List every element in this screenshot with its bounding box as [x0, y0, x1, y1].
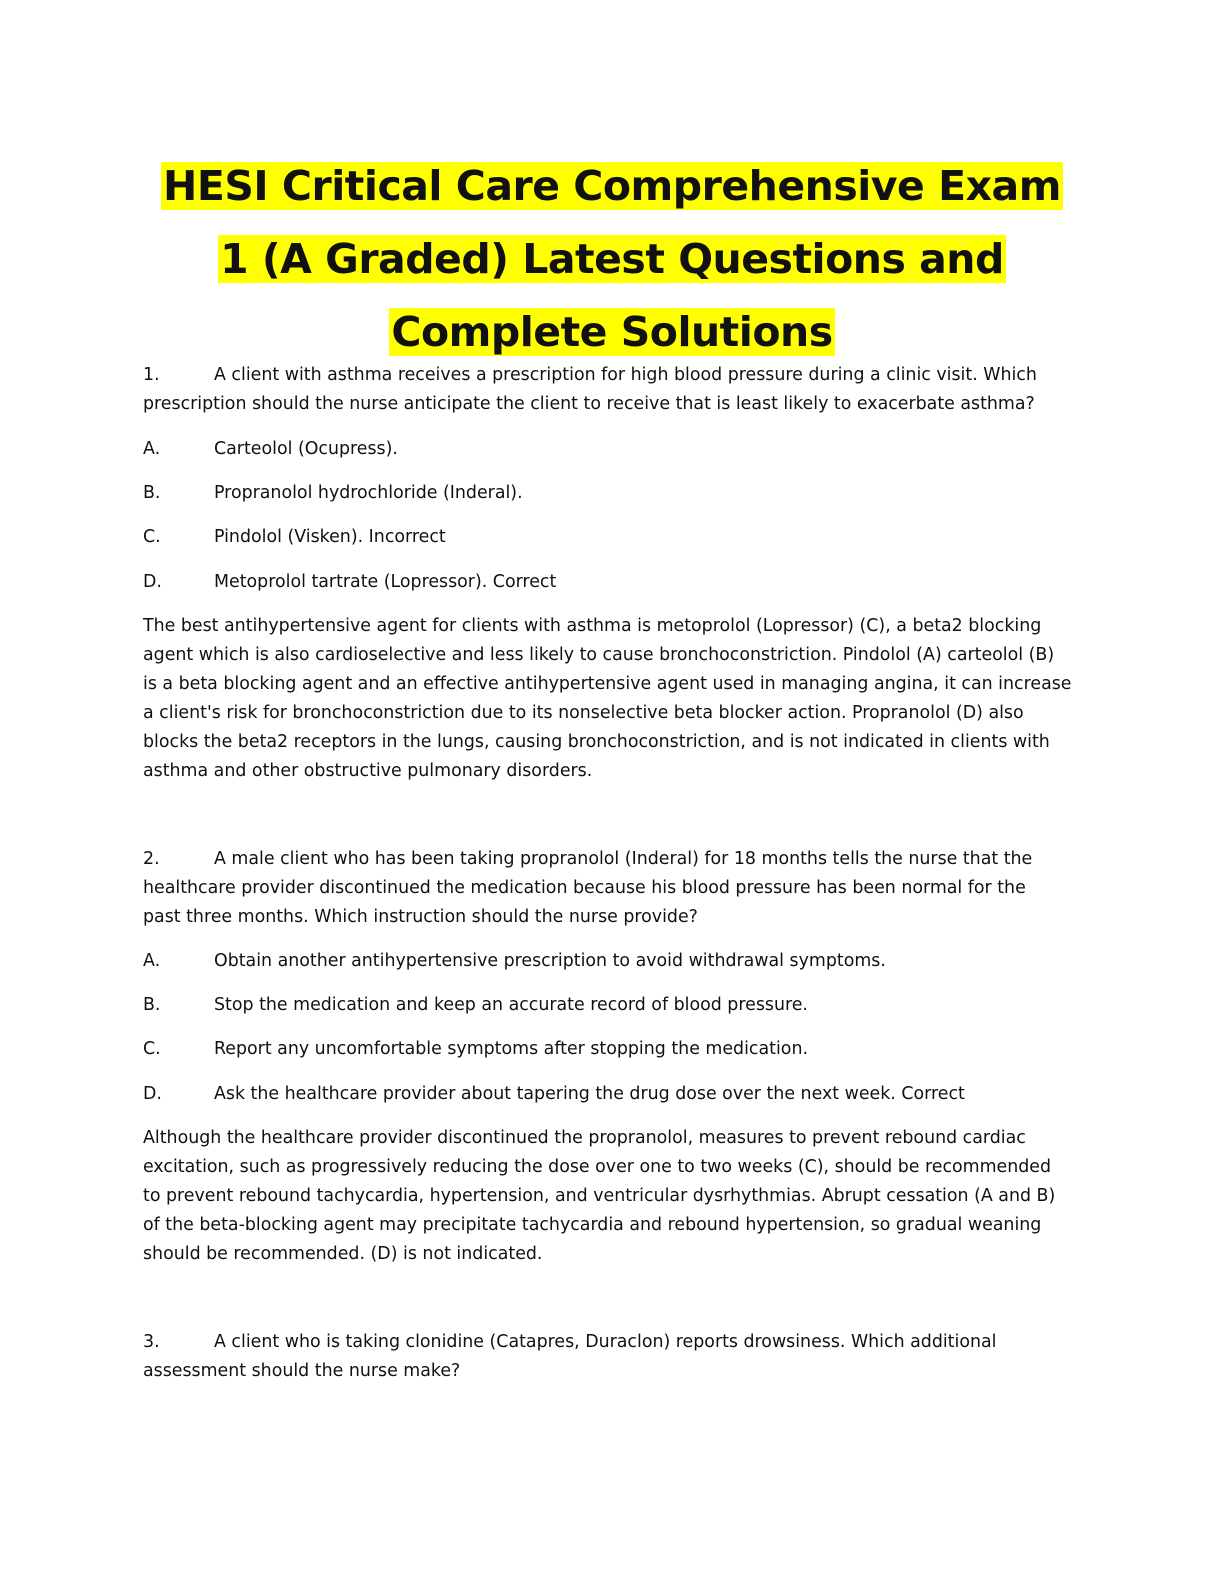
- question-1: [143, 361, 1083, 419]
- title-line-3: Complete Solutions: [391, 308, 833, 356]
- option-letter: C.: [143, 527, 161, 547]
- option-letter: A.: [143, 951, 161, 971]
- question-number: 2.: [143, 849, 160, 869]
- question-1-option-d: [143, 568, 1083, 597]
- question-3: [143, 1328, 1083, 1386]
- option-text: Pindolol (Visken). Incorrect: [214, 527, 446, 547]
- question-stem: 1. A client with asthma receives a prescription for high blood pressure during a clinic visit. Which: [143, 361, 1083, 390]
- option-letter: A.: [143, 439, 161, 459]
- explanation-line: excitation, such as progressively reducing the dose over one to two weeks (C), should be recommended: [143, 1157, 1052, 1177]
- explanation-line: asthma and other obstructive pulmonary disorders.: [143, 761, 593, 781]
- option-letter: C.: [143, 1039, 161, 1059]
- option-letter: B.: [143, 483, 161, 503]
- explanation-line: a client's risk for bronchoconstriction due to its nonselective beta blocker action. Propranolol (D) also: [143, 703, 1024, 723]
- question-1-option-c: [143, 523, 1083, 552]
- explanation-line: agent which is also cardioselective and less likely to cause bronchoconstriction. Pindolol (A) carteolol (B): [143, 645, 1055, 665]
- question-1-option-b: [143, 479, 1083, 508]
- option-text: Metoprolol tartrate (Lopressor). Correct: [214, 572, 557, 592]
- option-text: Stop the medication and keep an accurate record of blood pressure.: [214, 995, 808, 1015]
- question-2-option-c: [143, 1035, 1083, 1064]
- option-text: Report any uncomfortable symptoms after stopping the medication.: [214, 1039, 808, 1059]
- question-2-option-a: [143, 947, 1083, 976]
- question-stem: 2. A male client who has been taking propranolol (Inderal) for 18 months tells the nurse that the: [143, 845, 1083, 874]
- option-text: Carteolol (Ocupress).: [214, 439, 398, 459]
- document-title: [0, 150, 1224, 369]
- explanation-line: blocks the beta2 receptors in the lungs, causing bronchoconstriction, and is not indicated in clients with: [143, 732, 1050, 752]
- option-letter: D.: [143, 572, 162, 592]
- explanation-line: to prevent rebound tachycardia, hypertension, and ventricular dysrhythmias. Abrupt cessation (A and B): [143, 1186, 1056, 1206]
- option-text: Obtain another antihypertensive prescription to avoid withdrawal symptoms.: [214, 951, 886, 971]
- title-line-2: 1 (A Graded) Latest Questions and: [220, 235, 1004, 283]
- question-2: [143, 845, 1083, 932]
- option-text: Propranolol hydrochloride (Inderal).: [214, 483, 523, 503]
- explanation-line: of the beta-blocking agent may precipitate tachycardia and rebound hypertension, so gradual weaning: [143, 1215, 1042, 1235]
- option-letter: B.: [143, 995, 161, 1015]
- question-2-option-d: [143, 1080, 1083, 1109]
- option-text: Ask the healthcare provider about tapering the drug dose over the next week. Correct: [214, 1084, 965, 1104]
- title-line-1: HESI Critical Care Comprehensive Exam: [163, 162, 1061, 210]
- question-number: 3.: [143, 1332, 160, 1352]
- question-1-option-a: [143, 435, 1083, 464]
- question-stem-continued: prescription should the nurse anticipate the client to receive that is least likely to exacerbate asthma?: [143, 394, 1035, 414]
- explanation-line: should be recommended. (D) is not indicated.: [143, 1244, 543, 1264]
- question-number: 1.: [143, 365, 160, 385]
- question-1-explanation: [143, 612, 1083, 786]
- option-letter: D.: [143, 1084, 162, 1104]
- question-stem-continued: past three months. Which instruction should the nurse provide?: [143, 907, 698, 927]
- explanation-line: The best antihypertensive agent for clients with asthma is metoprolol (Lopressor) (C), a beta2 blocking: [143, 616, 1042, 636]
- question-stem-continued: healthcare provider discontinued the medication because his blood pressure has been normal for the: [143, 878, 1026, 898]
- question-2-explanation: [143, 1124, 1083, 1269]
- question-stem: 3. A client who is taking clonidine (Catapres, Duraclon) reports drowsiness. Which additional: [143, 1328, 1083, 1357]
- question-stem-continued: assessment should the nurse make?: [143, 1361, 461, 1381]
- question-2-option-b: [143, 991, 1083, 1020]
- explanation-line: Although the healthcare provider discontinued the propranolol, measures to prevent rebound cardiac: [143, 1128, 1026, 1148]
- explanation-line: is a beta blocking agent and an effective antihypertensive agent used in managing angina, it can increase: [143, 674, 1072, 694]
